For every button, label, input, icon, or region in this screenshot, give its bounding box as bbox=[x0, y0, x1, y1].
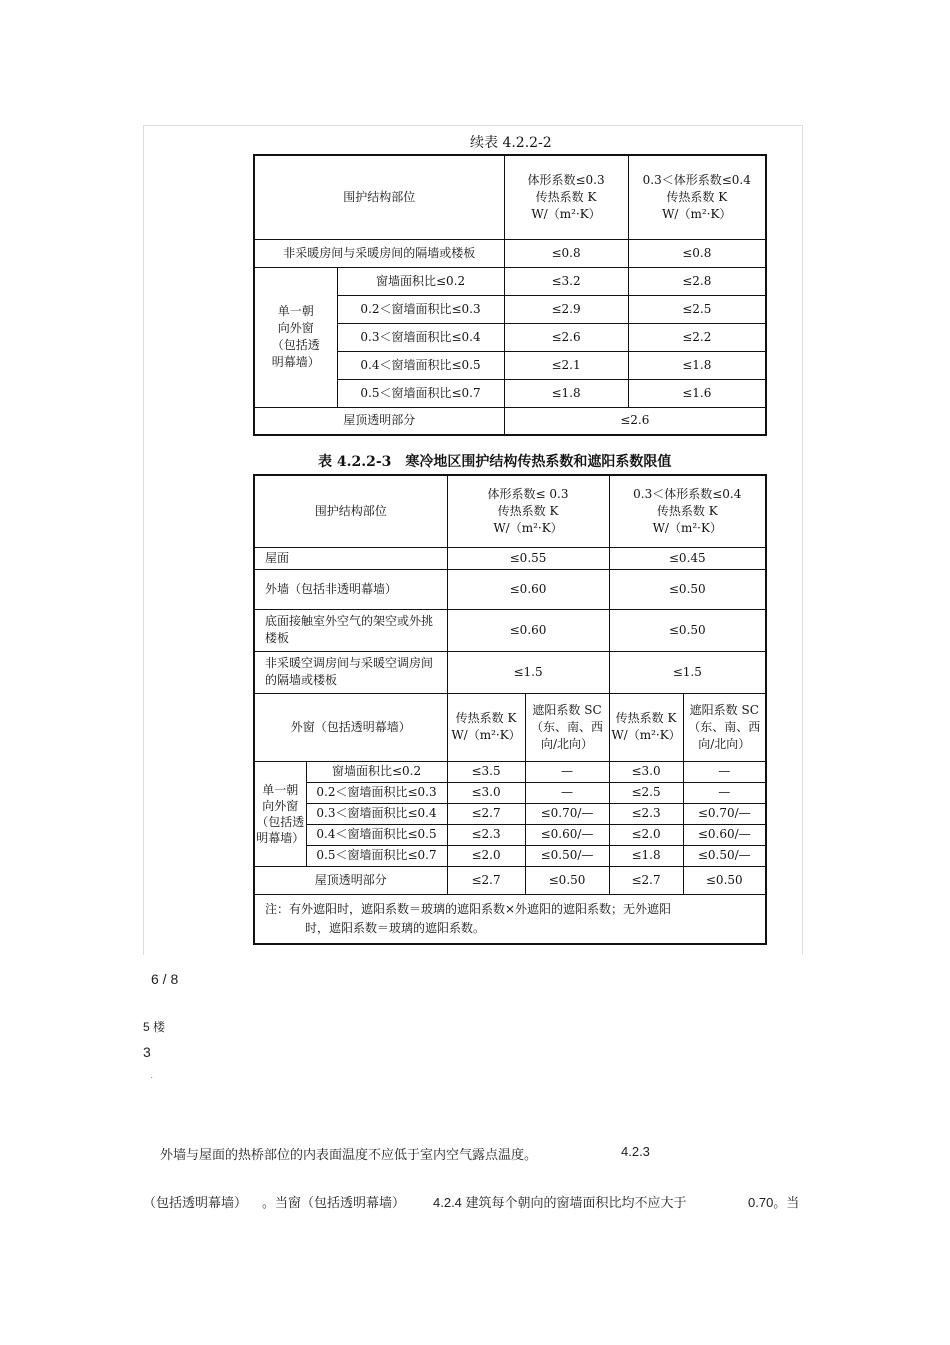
table2-header-col2: 0.3＜体形系数≤0.4 传热系数 K W/（m²·K） bbox=[609, 475, 766, 547]
table-row: 单一朝 向外窗 （包括透 明幕墙） 窗墙面积比≤0.2 ≤3.5 — ≤3.0 — bbox=[254, 761, 766, 782]
line2-part-c: 4.2.4 建筑每个朝向的窗墙面积比均不应大于 bbox=[433, 1195, 687, 1210]
page-number: 6 / 8 bbox=[151, 971, 179, 987]
table-row: 0.5＜窗墙面积比≤0.7 ≤1.8 ≤1.6 bbox=[254, 379, 766, 407]
table1-caption: 续表 4.2.2-2 bbox=[470, 135, 552, 151]
table2-header-col1: 体形系数≤ 0.3 传热系数 K W/（m²·K） bbox=[447, 475, 609, 547]
table1-header-part: 围护结构部位 bbox=[254, 155, 504, 239]
table-row: 屋面 ≤0.55 ≤0.45 bbox=[254, 547, 766, 569]
table2-window-group-label: 单一朝 向外窗 （包括透 明幕墙） bbox=[254, 761, 306, 866]
table-row: 0.4＜窗墙面积比≤0.5 ≤2.3 ≤0.60/— ≤2.0 ≤0.60/— bbox=[254, 824, 766, 845]
table1 bbox=[253, 154, 767, 436]
stray-dot: · bbox=[150, 1072, 154, 1083]
table1-header-row bbox=[254, 155, 766, 239]
floor-number: 3 bbox=[143, 1044, 151, 1060]
table2-window-header-row: 外窗（包括透明幕墙） 传热系数 K W/（m²·K） 遮阳系数 SC （东、南、西 向/北向） 传热系数 K W/（m²·K） 遮阳系数 SC （东、南、西 向/北向） bbox=[254, 693, 766, 761]
table2-header-part: 围护结构部位 bbox=[254, 475, 447, 547]
table2-note: 注：有外遮阳时，遮阳系数＝玻璃的遮阳系数×外遮阳的遮阳系数；无外遮阳 时，遮阳系数＝玻璃的遮阳系数。 bbox=[254, 894, 766, 944]
table-row: 单一朝 向外窗 （包括透 明幕墙） 窗墙面积比≤0.2 ≤3.2 ≤2.8 bbox=[254, 267, 766, 295]
table-row: 非采暖房间与采暖房间的隔墙或楼板 ≤0.8 ≤0.8 bbox=[254, 239, 766, 267]
table1-header-col2: 0.3＜体形系数≤0.4 传热系数 K W/（m²·K） bbox=[628, 155, 766, 239]
table2-header-row bbox=[254, 475, 766, 547]
line2-part-b: 。当窗（包括透明幕墙） bbox=[262, 1195, 406, 1210]
floor-label: 5 楼 bbox=[143, 1020, 166, 1034]
table-row: 0.4＜窗墙面积比≤0.5 ≤2.1 ≤1.8 bbox=[254, 351, 766, 379]
table-row: 非采暖空调房间与采暖空调房间的隔墙或楼板 ≤1.5 ≤1.5 bbox=[254, 651, 766, 693]
table-row: 0.5＜窗墙面积比≤0.7 ≤2.0 ≤0.50/— ≤1.8 ≤0.50/— bbox=[254, 845, 766, 866]
table-row: 0.3＜窗墙面积比≤0.4 ≤2.7 ≤0.70/— ≤2.3 ≤0.70/— bbox=[254, 803, 766, 824]
table-row: 外墙（包括非透明幕墙） ≤0.60 ≤0.50 bbox=[254, 569, 766, 609]
table2-caption: 表 4.2.2-3 寒冷地区围护结构传热系数和遮阳系数限值 bbox=[318, 454, 672, 470]
table2-note-row bbox=[254, 894, 766, 944]
clause-4-2-3-text: 外墙与屋面的热桥部位的内表面温度不应低于室内空气露点温度。 bbox=[160, 1147, 538, 1162]
table-row: 屋顶透明部分 ≤2.7 ≤0.50 ≤2.7 ≤0.50 bbox=[254, 866, 766, 894]
table-row: 0.3＜窗墙面积比≤0.4 ≤2.6 ≤2.2 bbox=[254, 323, 766, 351]
clause-4-2-3-number: 4.2.3 bbox=[621, 1144, 650, 1159]
table1-header-col1: 体形系数≤0.3 传热系数 K W/（m²·K） bbox=[504, 155, 628, 239]
table-row: 屋顶透明部分 ≤2.6 bbox=[254, 407, 766, 435]
table1-window-group-label: 单一朝 向外窗 （包括透 明幕墙） bbox=[254, 267, 337, 407]
table2 bbox=[253, 474, 767, 945]
table-row: 0.2＜窗墙面积比≤0.3 ≤2.9 ≤2.5 bbox=[254, 295, 766, 323]
table-row: 0.2＜窗墙面积比≤0.3 ≤3.0 — ≤2.5 — bbox=[254, 782, 766, 803]
line2-part-d: 0.70。当 bbox=[748, 1195, 800, 1210]
table-row: 底面接触室外空气的架空或外挑楼板 ≤0.60 ≤0.50 bbox=[254, 609, 766, 651]
line2-part-a: （包括透明幕墙） bbox=[143, 1195, 248, 1210]
